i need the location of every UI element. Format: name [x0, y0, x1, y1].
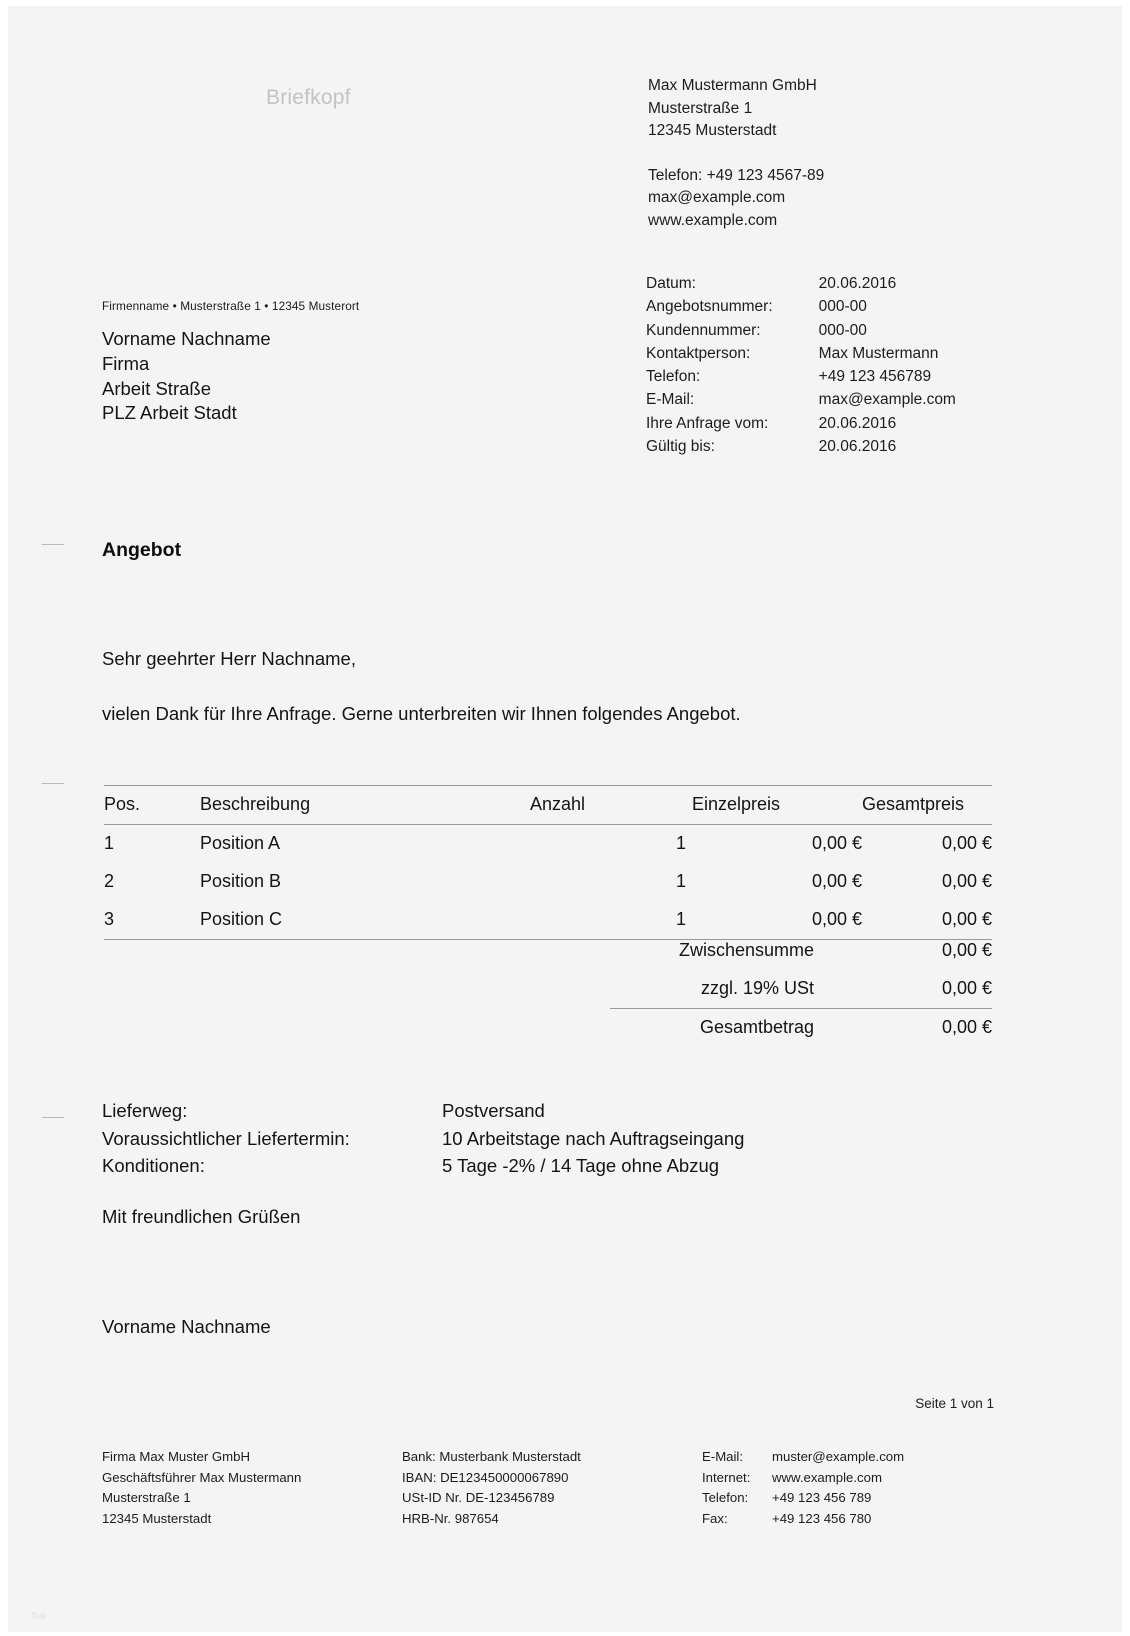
sender-address-block: [648, 75, 824, 232]
table-row: [104, 825, 992, 864]
footer-contact-value: www.example.com: [772, 1469, 882, 1485]
meta-label: Gültig bis:: [646, 438, 715, 456]
meta-label: Datum:: [646, 275, 696, 292]
spacer: [648, 143, 824, 165]
cell-quantity: 1: [675, 871, 686, 891]
salutation: Sehr geehrter Herr Nachname,: [102, 648, 356, 669]
conditions-row: [102, 1097, 744, 1125]
page-title: Angebot: [102, 539, 182, 561]
totals-label: Gesamtbetrag: [610, 1009, 862, 1048]
cell-total-price: 0,00 €: [862, 901, 992, 940]
meta-row: [646, 388, 956, 411]
watermark-text: flug: [32, 1611, 47, 1620]
footer-contact-label: E-Mail:: [702, 1449, 744, 1464]
footer-contact-label: Internet:: [702, 1469, 751, 1485]
meta-row: [646, 319, 956, 342]
conditions-value: 5 Tage -2% / 14 Tage ohne Abzug: [442, 1155, 720, 1176]
meta-value: Max Mustermann: [818, 344, 939, 362]
footer-contact-row: [702, 1447, 992, 1468]
column-header-pos: Pos.: [104, 786, 200, 825]
column-header-unit-price: Einzelpreis: [692, 786, 862, 825]
sender-phone: Telefon: +49 123 4567-89: [648, 166, 825, 184]
cell-pos: 1: [104, 833, 115, 853]
totals-value: 0,00 €: [941, 978, 992, 998]
cell-description: Position A: [200, 833, 281, 853]
conditions-label: Konditionen:: [102, 1155, 205, 1176]
conditions-value: Postversand: [442, 1100, 545, 1121]
conditions-row: [102, 1152, 744, 1180]
page-footer: [102, 1447, 992, 1529]
conditions-table: [102, 1097, 744, 1180]
recipient-address-block: [102, 327, 271, 426]
meta-row: [646, 365, 956, 388]
conditions-label: Lieferweg:: [102, 1100, 188, 1121]
sender-website: www.example.com: [648, 211, 778, 229]
recipient-company: Firma: [102, 352, 150, 374]
footer-line: 12345 Musterstadt: [102, 1510, 212, 1526]
line-items-table: [104, 785, 992, 940]
page-number: Seite 1 von 1: [915, 1396, 994, 1411]
cell-pos: 3: [104, 901, 200, 940]
meta-row: [646, 272, 956, 295]
cell-unit-price: 0,00 €: [811, 833, 862, 853]
meta-row: [646, 435, 956, 458]
totals-value: 0,00 €: [941, 940, 992, 960]
column-header-quantity: Anzahl: [530, 786, 692, 825]
cell-total-price: 0,00 €: [941, 833, 992, 853]
totals-row-vat: [610, 970, 992, 1009]
meta-label: Telefon:: [646, 368, 701, 386]
meta-label: Kundennummer:: [646, 321, 761, 339]
footer-contact-label: Fax:: [702, 1510, 728, 1526]
meta-row: [646, 295, 956, 318]
recipient-city: PLZ Arbeit Stadt: [102, 402, 237, 424]
meta-value: +49 123 456789: [818, 368, 932, 386]
footer-contact-label: Telefon:: [702, 1490, 749, 1505]
meta-row: [646, 412, 956, 435]
meta-value: max@example.com: [818, 391, 956, 409]
footer-column-company: [102, 1447, 402, 1529]
table-row: [104, 863, 992, 901]
recipient-name: Vorname Nachname: [102, 328, 271, 349]
meta-value: 000-00: [818, 298, 867, 316]
meta-label: E-Mail:: [646, 391, 695, 409]
cell-quantity: 1: [675, 833, 686, 853]
conditions-value: 10 Arbeitstage nach Auftragseingang: [442, 1127, 745, 1149]
cell-description: Position C: [200, 901, 530, 940]
closing-phrase: Mit freundlichen Grüßen: [102, 1206, 301, 1227]
meta-value: 20.06.2016: [818, 414, 897, 432]
totals-value: 0,00 €: [862, 1009, 992, 1048]
cell-quantity: 1: [530, 901, 692, 940]
meta-value: 20.06.2016: [818, 438, 897, 456]
totals-label: Zwischensumme: [678, 940, 814, 960]
footer-line: USt-ID Nr. DE-123456789: [402, 1490, 555, 1505]
fold-mark: [42, 1117, 64, 1118]
footer-contact-row: [702, 1488, 992, 1509]
totals-row-grand-total: [610, 1009, 992, 1048]
cell-description: Position B: [200, 871, 282, 891]
totals-row-subtotal: [610, 932, 992, 970]
signature-name: Vorname Nachname: [102, 1316, 271, 1337]
footer-line: HRB-Nr. 987654: [402, 1510, 499, 1526]
conditions-label: Voraussichtlicher Liefertermin:: [102, 1127, 350, 1149]
document-meta-table: [646, 272, 956, 458]
column-header-total-price: Gesamtpreis: [862, 786, 992, 825]
footer-line: Geschäftsführer Max Mustermann: [102, 1469, 302, 1485]
sender-line: 12345 Musterstadt: [648, 122, 777, 139]
totals-label: zzgl. 19% USt: [700, 978, 814, 998]
footer-line: Firma Max Muster GmbH: [102, 1449, 251, 1464]
letterhead-placeholder: Briefkopf: [266, 86, 351, 109]
return-address-line: Firmenname • Musterstraße 1 • 12345 Musterort: [102, 299, 360, 313]
sender-line: Musterstraße 1: [648, 99, 753, 117]
recipient-street: Arbeit Straße: [102, 377, 211, 399]
meta-label: Angebotsnummer:: [646, 298, 773, 316]
meta-label: Kontaktperson:: [646, 344, 751, 362]
meta-row: [646, 342, 956, 365]
sender-email: max@example.com: [648, 189, 786, 206]
meta-label: Ihre Anfrage vom:: [646, 414, 769, 432]
footer-line: Bank: Musterbank Musterstadt: [402, 1449, 581, 1464]
footer-contact-row: [702, 1468, 992, 1489]
footer-contact-value: +49 123 456 780: [772, 1510, 872, 1526]
cell-unit-price: 0,00 €: [811, 871, 862, 891]
footer-column-bank: [402, 1447, 702, 1529]
footer-contact-value: muster@example.com: [772, 1449, 905, 1464]
conditions-row: [102, 1125, 744, 1153]
footer-line: IBAN: DE123450000067890: [402, 1469, 569, 1485]
fold-mark: [42, 544, 64, 545]
fold-mark: [42, 783, 64, 784]
cell-pos: 2: [104, 871, 115, 891]
meta-value: 000-00: [818, 321, 867, 339]
footer-contact-value: +49 123 456 789: [772, 1490, 872, 1505]
table-header-row: [104, 786, 992, 825]
footer-column-contact: [702, 1447, 992, 1529]
cell-total-price: 0,00 €: [941, 871, 992, 891]
footer-line: Musterstraße 1: [102, 1490, 191, 1505]
sender-line: Max Mustermann GmbH: [648, 77, 817, 94]
column-header-description: Beschreibung: [200, 786, 530, 825]
totals-table: [610, 932, 992, 1047]
cell-unit-price: 0,00 €: [692, 901, 862, 940]
meta-value: 20.06.2016: [818, 275, 897, 292]
intro-paragraph: vielen Dank für Ihre Anfrage. Gerne unterbreiten wir Ihnen folgendes Angebot.: [102, 703, 741, 724]
footer-contact-row: [702, 1509, 992, 1530]
